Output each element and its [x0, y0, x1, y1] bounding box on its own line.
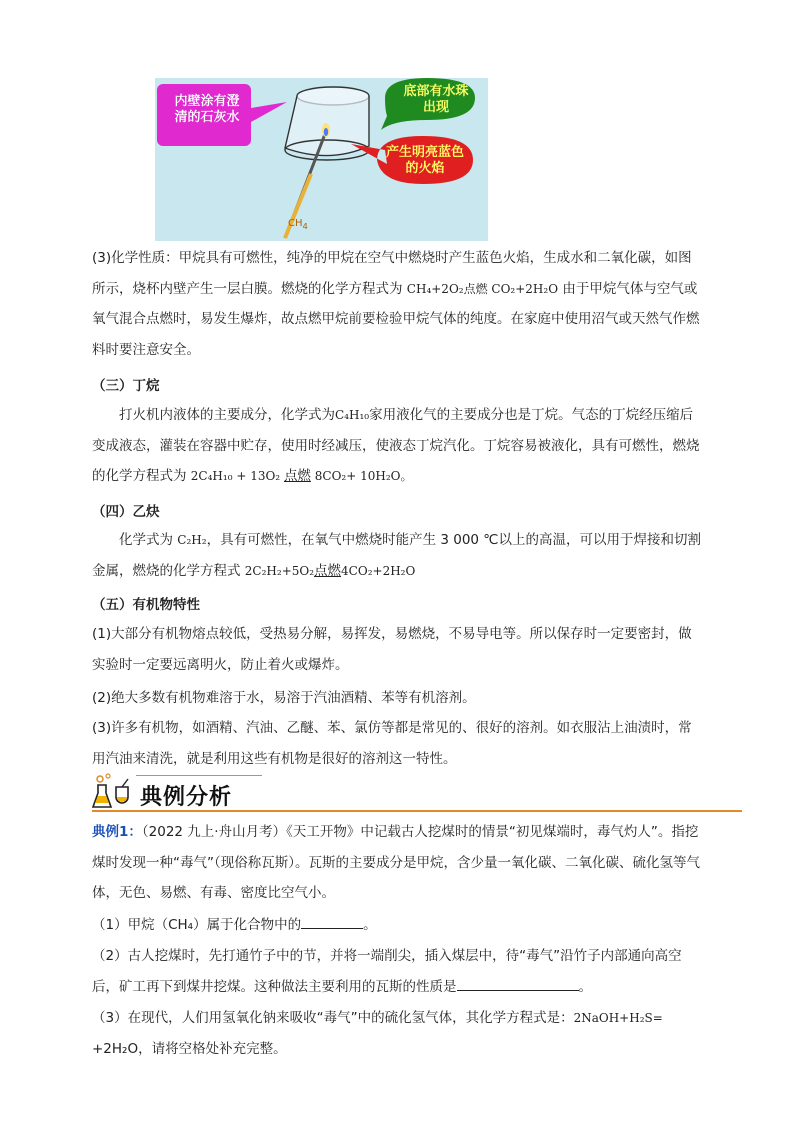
flame-icon [322, 123, 330, 137]
flask-icon [92, 773, 132, 811]
header-top-rule [136, 775, 262, 776]
paragraph-chemical-properties: (3)化学性质：甲烷具有可燃性，纯净的甲烷在空气中燃烧时产生蓝色火焰，生成水和二氧化碳，如图所示，烧杯内壁产生一层白膜。燃烧的化学方程式为 CH₄+2O₂点燃 CO₂+2H₂O 由于甲烷气体与空气或氧气混合点燃时，易发生爆炸，故点燃甲烷前要检验甲烷气体的纯度。在家庭中使用沼气或天然气作燃料时要注意安全。 [92, 250, 700, 358]
question-2: （2）古人挖煤时，先打通竹子中的节，并将一端削尖，插入煤层中，待“毒气”沿竹子内部通向高空后，矿工再下到煤井挖煤。这种做法主要利用的瓦斯的性质是 。 [92, 948, 682, 995]
header-bottom-rule [92, 810, 742, 812]
equation-methane: CH₄+2O₂点燃 CO₂+2H₂O [406, 281, 559, 296]
question-3: （3）在现代，人们用氢氧化钠来吸收“毒气”中的硫化氢气体，其化学方程式是：2NaOH+H₂S= +2H₂O，请将空格处补充完整。 [92, 1010, 663, 1057]
section-title: 典例分析 [140, 785, 233, 810]
example-label: 典例1： [92, 824, 142, 840]
label-water-drops: 底部有水珠出现 [403, 84, 469, 115]
answer-blank-2[interactable] [457, 976, 579, 991]
heading-organic-properties: （五）有机物特性 [92, 597, 200, 613]
heading-butane: （三）丁烷 [92, 378, 160, 394]
label-inner-wall: 内壁涂有澄清的石灰水 [174, 94, 240, 125]
section-header [92, 773, 742, 813]
label-blue-flame: 产生明亮蓝色的火焰 [385, 145, 464, 176]
paragraph-acetylene: 化学式为 C₂H₂，具有可燃性，在氧气中燃烧时能产生 3 000 ℃以上的高温，可以用于焊接和切割金属，燃烧的化学方程式 2C₂H₂+5O₂点燃4CO₂+2H₂O [92, 532, 701, 579]
organic-item-2: (2)绝大多数有机物难溶于水，易溶于汽油酒精、苯等有机溶剂。 [92, 690, 476, 706]
question-1: （1）甲烷（CH₄）属于化合物中的 。 [92, 910, 704, 941]
example-1: 典例1：（2022 九上·舟山月考）《天工开物》中记载古人挖煤时的情景“初见煤端时，毒气灼人”。指挖煤时发现一种“毒气”（现俗称瓦斯）。瓦斯的主要成分是甲烷，含少量一氧化碳、二氧化碳、硫化氢等气体，无色、易燃、有毒、密度比空气小。 [92, 824, 700, 901]
paragraph-butane: 打火机内液体的主要成分，化学式为C₄H₁₀家用液化气的主要成分也是丁烷。气态的丁烷经压缩后变成液态，灌装在容器中贮存，使用时经减压，使液态丁烷汽化。丁烷容易被液化，具有可燃性，燃烧的化学方程式为 2C₄H₁₀ + 13O₂ 点燃 8CO₂+ 10H₂O。 [92, 407, 700, 484]
answer-blank-1[interactable] [301, 914, 363, 929]
label-ch4: $CH_4$ [288, 218, 308, 231]
methane-combustion-figure [155, 78, 488, 241]
organic-item-3: (3)许多有机物，如酒精、汽油、乙醚、苯、氯仿等都是常见的、很好的溶剂。如衣服沾上油渍时，常用汽油来清洗，就是利用这些有机物是很好的溶剂这一特性。 [92, 720, 692, 767]
organic-item-1: (1)大部分有机物熔点较低，受热易分解，易挥发，易燃烧，不易导电等。所以保存时一定要密封，做实验时一定要远离明火，防止着火或爆炸。 [92, 626, 692, 673]
heading-acetylene: （四）乙炔 [92, 504, 160, 520]
